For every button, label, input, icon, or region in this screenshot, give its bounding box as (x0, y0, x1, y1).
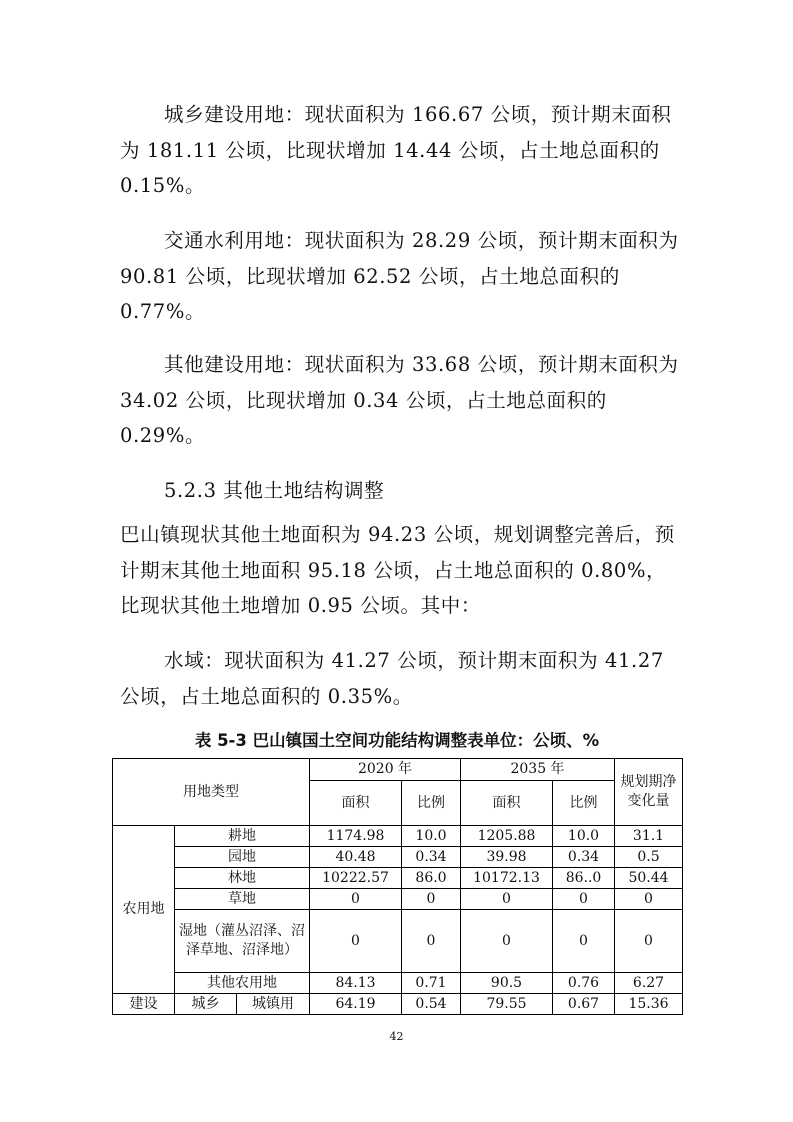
paragraph-urban-rural-land: 城乡建设用地：现状面积为 166.67 公顷，预计期末面积为 181.11 公顷，比现状增加 14.44 公顷，占土地总面积的 0.15%。 (120, 103, 672, 197)
table-row (113, 826, 683, 847)
table-header-row-1 (113, 759, 683, 781)
table-caption: 表 5-3 巴山镇国土空间功能结构调整表单位：公顷、% (194, 731, 600, 750)
table-row (113, 973, 683, 994)
header-area-2020: 面积 (310, 781, 402, 826)
row-subgroup-urban-rural: 城乡 (175, 994, 237, 1015)
cell-area-2035: 0 (461, 910, 553, 973)
cell-net-change: 0 (615, 889, 683, 910)
cell-ratio-2020: 0.71 (402, 973, 461, 994)
cell-ratio-2035: 0 (553, 889, 615, 910)
cell-ratio-2020: 0 (402, 889, 461, 910)
paragraph-water-area: 水域：现状面积为 41.27 公顷，预计期末面积为 41.27 公顷，占土地总面积的 0.35%。 (120, 649, 664, 708)
cell-net-change: 15.36 (615, 994, 683, 1015)
cell-ratio-2035: 0 (553, 910, 615, 973)
cell-area-2020: 0 (310, 910, 402, 973)
header-land-type: 用地类型 (113, 759, 310, 826)
cell-ratio-2035: 0.76 (553, 973, 615, 994)
cell-ratio-2035: 0.34 (553, 847, 615, 868)
cell-area-2035: 10172.13 (461, 868, 553, 889)
header-year-2035: 2035 年 (461, 759, 615, 781)
cell-area-2035: 1205.88 (461, 826, 553, 847)
row-name: 湿地（灌丛沼泽、沼泽草地、沼泽地） (175, 910, 310, 973)
cell-net-change: 0 (615, 910, 683, 973)
header-area-2035: 面积 (461, 781, 553, 826)
cell-area-2020: 40.48 (310, 847, 402, 868)
table-row (113, 994, 683, 1015)
cell-ratio-2020: 10.0 (402, 826, 461, 847)
row-name: 园地 (175, 847, 310, 868)
cell-ratio-2035: 0.67 (553, 994, 615, 1015)
header-ratio-2035: 比例 (553, 781, 615, 826)
table-row (113, 868, 683, 889)
page-number: 42 (389, 1030, 404, 1043)
paragraph-other-land-structure: 巴山镇现状其他土地面积为 94.23 公顷，规划调整完善后，预计期末其他土地面积 95.18 公顷，占土地总面积的 0.80%，比现状其他土地增加 0.95 公顷。其中： (120, 523, 675, 617)
header-net-change: 规划期净变化量 (615, 759, 683, 826)
cell-area-2035: 79.55 (461, 994, 553, 1015)
row-name: 林地 (175, 868, 310, 889)
cell-net-change: 31.1 (615, 826, 683, 847)
cell-area-2020: 10222.57 (310, 868, 402, 889)
section-heading-5-2-3: 5.2.3 其他土地结构调整 (164, 479, 385, 502)
group-agricultural-land: 农用地 (113, 826, 175, 994)
cell-ratio-2020: 0 (402, 910, 461, 973)
cell-ratio-2035: 10.0 (553, 826, 615, 847)
header-ratio-2020: 比例 (402, 781, 461, 826)
cell-net-change: 6.27 (615, 973, 683, 994)
cell-area-2035: 90.5 (461, 973, 553, 994)
cell-net-change: 50.44 (615, 868, 683, 889)
cell-ratio-2020: 86.0 (402, 868, 461, 889)
table-row (113, 910, 683, 973)
row-name: 草地 (175, 889, 310, 910)
cell-area-2035: 39.98 (461, 847, 553, 868)
table-row (113, 889, 683, 910)
paragraph-other-construction-land: 其他建设用地：现状面积为 33.68 公顷，预计期末面积为 34.02 公顷，比现状增加 0.34 公顷，占土地总面积的 0.29%。 (120, 353, 679, 447)
header-year-2020: 2020 年 (310, 759, 461, 781)
row-name: 其他农用地 (175, 973, 310, 994)
cell-ratio-2035: 86..0 (553, 868, 615, 889)
cell-area-2020: 0 (310, 889, 402, 910)
row-group-construction: 建设 (113, 994, 175, 1015)
cell-area-2035: 0 (461, 889, 553, 910)
row-name: 城镇用 (237, 994, 310, 1015)
table-row (113, 847, 683, 868)
cell-net-change: 0.5 (615, 847, 683, 868)
cell-area-2020: 64.19 (310, 994, 402, 1015)
land-structure-table (112, 758, 683, 1015)
paragraph-transport-water-land: 交通水利用地：现状面积为 28.29 公顷，预计期末面积为 90.81 公顷，比现状增加 62.52 公顷，占土地总面积的 0.77%。 (120, 229, 679, 323)
cell-area-2020: 84.13 (310, 973, 402, 994)
row-name: 耕地 (175, 826, 310, 847)
cell-area-2020: 1174.98 (310, 826, 402, 847)
cell-ratio-2020: 0.34 (402, 847, 461, 868)
cell-ratio-2020: 0.54 (402, 994, 461, 1015)
